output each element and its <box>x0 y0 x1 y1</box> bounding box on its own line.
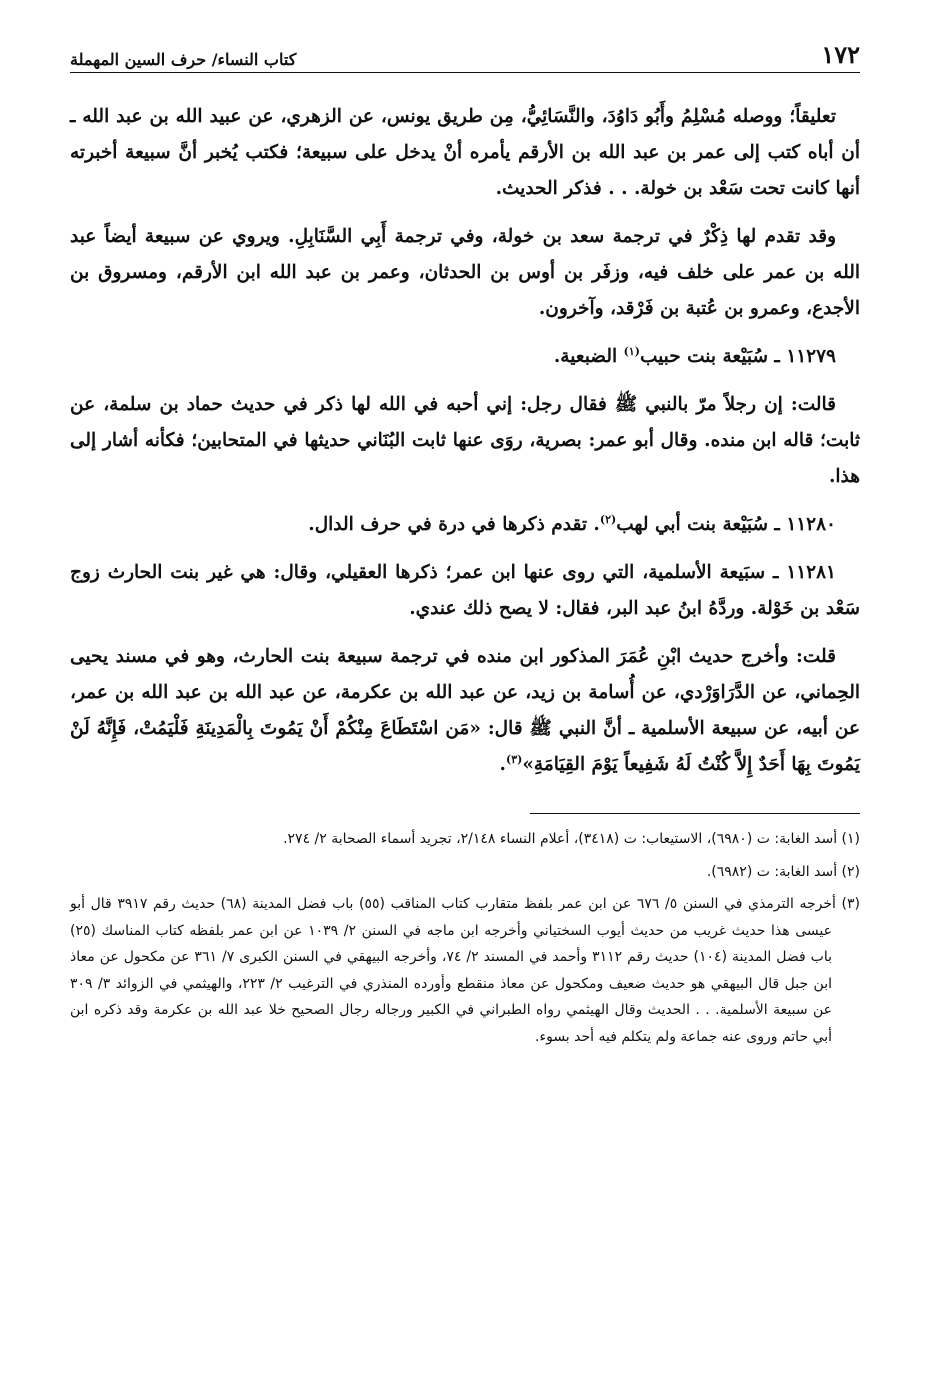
entry-tail: الضبعية. <box>553 346 624 367</box>
footnote-ref[interactable]: (١) <box>623 344 640 358</box>
entry-heading: ـ سُبَيْعة بنت حبيب <box>639 346 780 367</box>
footnote-1: (١) أسد الغابة: ت (٦٩٨٠)، الاستيعاب: ت (٣٤١٨)، أعلام النساء ٢/١٤٨، تجريد أسماء الصحابة ٢/ ٢٧٤. <box>283 831 860 847</box>
footnote-divider <box>530 813 860 814</box>
paragraph: تعليقاً؛ ووصله مُسْلِمُ وأَبُو دَاوُدَ، والنَّسَائِيُّ، مِن طريق يونس، عن الزهري، عن عبيد الله بن عبد الله ـ أن أباه كتب إلى عمر بن عبد الله بن الأرقم يأمره أنْ يدخل على سبيعة؛ فكتب يُخبر أنَّ سبيعة أخبرته أنها كانت تحت سَعْد بن خولة. . . فذكر الحديث. <box>70 106 860 199</box>
page-number: ١٧٢ <box>805 40 860 70</box>
running-title: كتاب النساء/ حرف السين المهملة <box>70 50 308 69</box>
footnotes <box>70 826 860 1050</box>
hadith-tail: . <box>499 754 506 775</box>
footnote-3: (٣) أخرجه الترمذي في السنن ٥/ ٦٧٦ عن ابن عمر بلفظ متقارب كتاب المناقب (٥٥) باب فضل المدينة (٦٨) حديث رقم ٣٩١٧ قال أبو عيسى هذا حديث غريب من حديث أيوب السختياني وأخرجه ابن ماجه في السنن ٢/ ١٠٣٩ عن ابن عمر بلفظه كتاب المناسك (٢٥) باب فضل المدينة (١٠٤) حديث رقم ٣١١٢ وأحمد في المسند ٢/ ٧٤، وأخرجه البيهقي في السنن الكبرى ٧/ ٣٦١ عن مكحول عن معاذ ابن جبل قال البيهقي هو حديث ضعيف ومكحول عن معاذ منقطع وأورده المنذري في الترغيب ٢/ ٢٢٣، والهيثمي في الزوائد ٣/ ٣٠٩ عن سبيعة الأسلمية. . . الحديث وقال الهيثمي رواه الطبراني في الكبير ورجاله رجال الصحيح خلا عبد الله بن عكرمة وقد ذكره ابن أبي حاتم وروى عنه جماعة ولم يتكلم فيه أحد بسوء. <box>70 896 860 1045</box>
entry-tail: ، التي روى عنها ابن عمر؛ ذكرها العقيلي، وقال: هي غير بنت الحارث زوج سَعْد بن خَوْلة. وردَّهُ ابنُ عبد البر، فقال: لا يصح ذلك عندي. <box>70 562 860 619</box>
footnote-ref[interactable]: (٣) <box>505 752 523 766</box>
footnote-2: (٢) أسد الغابة: ت (٦٩٨٢). <box>706 863 860 880</box>
main-text <box>70 99 860 783</box>
entry-number: ١١٢٨٠ <box>786 514 836 535</box>
entry-tail: . تقدم ذكرها في درة في حرف الدال. <box>308 514 600 535</box>
paragraph: وقد تقدم لها ذِكْرٌ في ترجمة سعد بن خولة، وفي ترجمة أَبِي السَّنَابِلِ. ويروي عن سبيعة أيضاً عبد الله بن عمر على خلف فيه، وزفَر بن أوس بن الحدثان، وعمر بن عبد الله ابن الأرقم، ومسروق بن الأجدع، وعمرو بن عُتبة بن فَرْقد، وآخرون. <box>70 226 860 319</box>
entry-heading: ـ سبَيعة الأسلمية <box>648 562 779 583</box>
paragraph: قالت: إن رجلاً مرّ بالنبي ﷺ فقال رجل: إني أحبه في الله لها ذكر في حديث حماد بن سلمة، عن ثابت؛ قاله ابن منده. وقال أبو عمر: بصرية، روَى عنها ثابت البُنَاني حديثها في المتحابين؛ فكأنه أشار إلى هذا. <box>70 394 860 487</box>
hadith-text: قلت: وأخرج حديث ابْنِ عُمَرَ المذكور ابن منده في ترجمة سبيعة بنت الحارث، وهو في مسند يحيى الحِماني، عن الدَّرَاوَرْدي، عن أُسامة بن زيد، عن عبد الله بن عكرمة، عن عبد الله بن عبد الله بن عمر، عن أبيه، عن سبيعة الأسلمية ـ أنَّ النبي ﷺ قال: «مَن اسْتَطَاعَ مِنْكُمْ أَنْ يَمُوتَ بِالْمَدِينَةِ فَلْيَمُتْ، فَإِنَّهُ لَنْ يَمُوتَ بِهَا أَحَدٌ إِلاَّ كُنْتُ لَهُ شَفِيعاً يَوْمَ القِيَامَةِ» <box>70 646 860 775</box>
footnote-ref[interactable]: (٢) <box>599 512 617 526</box>
entry-11281 <box>70 555 860 627</box>
page-header <box>70 36 860 73</box>
entry-11279 <box>70 339 860 375</box>
entry-11280 <box>70 507 860 543</box>
entry-heading: ـ سُبَيْعة بنت أبي لهب <box>616 514 780 535</box>
entry-number: ١١٢٨١ <box>786 562 836 583</box>
paragraph-hadith <box>70 639 860 783</box>
entry-number: ١١٢٧٩ <box>786 346 836 367</box>
